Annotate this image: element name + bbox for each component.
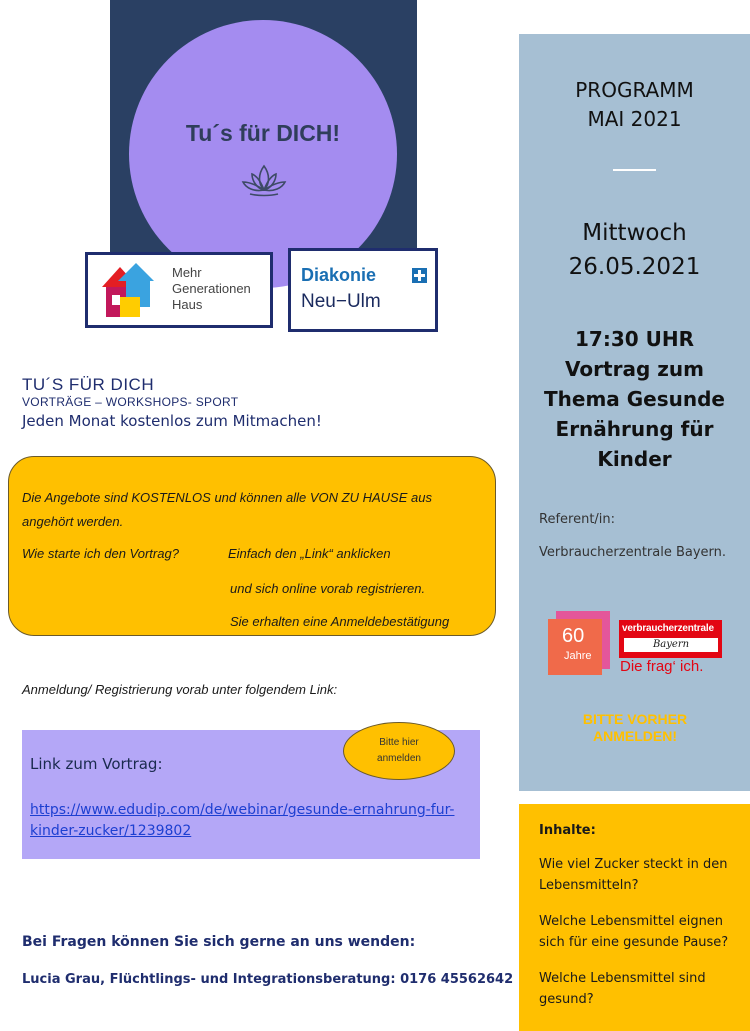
info-step-1: Einfach den „Link“ anklicken (228, 546, 391, 561)
mgh-line-3: Haus (172, 297, 203, 312)
diakonie-city: Neu−Ulm (301, 291, 381, 312)
info-step-2: und sich online vorab registrieren. (230, 581, 426, 596)
bubble-line-2: anmelden (377, 753, 421, 764)
link-label: Link zum Vortrag: (30, 755, 163, 773)
talk-line-3: Ernährung für (555, 417, 714, 441)
event-date-value: 26.05.2021 (568, 254, 701, 280)
vz-name: verbraucherzentrale (622, 623, 714, 634)
talk-line-1: Vortrag zum (565, 357, 704, 381)
webinar-link[interactable]: https://www.edudip.com/de/webinar/gesunde-ernahrung-fur-kinder-zucker/1239802 (30, 802, 455, 839)
hero-title: Tu´s für DICH! (185, 120, 341, 146)
60-years-logo (548, 611, 610, 675)
program-line-1: PROGRAMM (575, 78, 694, 102)
mehrgenerationenhaus-logo (85, 252, 273, 328)
diakonie-name: Diakonie (301, 265, 377, 285)
contents-title: Inhalte: (539, 823, 596, 838)
talk-topic (519, 354, 750, 474)
logo60-number: 60 (562, 625, 585, 647)
info-line-1: Die Angebote sind KOSTENLOS und können alle VON ZU HAUSE aus (22, 490, 432, 505)
event-subtitle: VORTRÄGE – WORKSHOPS- SPORT (22, 395, 239, 409)
talk-line-2: Thema Gesunde (544, 387, 725, 411)
contents-item: Welche Lebensmittel eignen sich für eine gesunde Pause? (539, 914, 729, 950)
program-line-2: MAI 2021 (587, 107, 682, 131)
event-title: TU´S FÜR DICH (22, 375, 155, 394)
house-icon (98, 261, 156, 321)
diakonie-logo (288, 248, 438, 332)
info-line-2: angehört werden. (22, 514, 124, 529)
mgh-line-1: Mehr (172, 265, 202, 280)
reminder-line-1: BITTE VORHER (582, 711, 688, 727)
event-time: 17:30 UHR (574, 327, 694, 351)
referent-label: Referent/in: (539, 512, 616, 527)
lotus-icon (240, 162, 288, 198)
program-heading (519, 76, 750, 134)
event-weekday: Mittwoch (582, 220, 687, 246)
register-hint-bubble (343, 722, 455, 780)
bubble-line-1: Bitte hier (379, 737, 419, 748)
mgh-logo-text (172, 265, 251, 313)
referent-name: Verbraucherzentrale Bayern. (539, 545, 727, 560)
questions-heading: Bei Fragen können Sie sich gerne an uns wenden: (22, 934, 416, 950)
verbraucherzentrale-logo (619, 620, 722, 658)
registration-note: Anmeldung/ Registrierung vorab unter folgendem Link: (22, 682, 338, 697)
reminder-line-2: ANMELDEN! (593, 728, 677, 744)
logo60-subtext: Jahre (564, 650, 592, 662)
info-step-3: Sie erhalten eine Anmeldebestätigung (230, 614, 450, 629)
vz-region: Bayern (624, 638, 718, 652)
register-reminder (545, 711, 725, 745)
talk-line-4: Kinder (597, 447, 672, 471)
event-date (519, 216, 750, 284)
vz-slogan: Die frag‘ ich. (620, 658, 704, 675)
event-tagline: Jeden Monat kostenlos zum Mitmachen! (22, 412, 322, 430)
divider (613, 169, 656, 171)
contents-item: Wie viel Zucker steckt in den Lebensmitteln? (539, 857, 728, 893)
mgh-line-2: Generationen (172, 281, 251, 296)
contents-item: Welche Lebensmittel sind gesund? (539, 971, 706, 1007)
contact-line: Lucia Grau, Flüchtlings- und Integrationsberatung: 0176 45562642 (22, 972, 514, 987)
cross-icon (412, 268, 427, 283)
info-question: Wie starte ich den Vortrag? (22, 546, 179, 561)
